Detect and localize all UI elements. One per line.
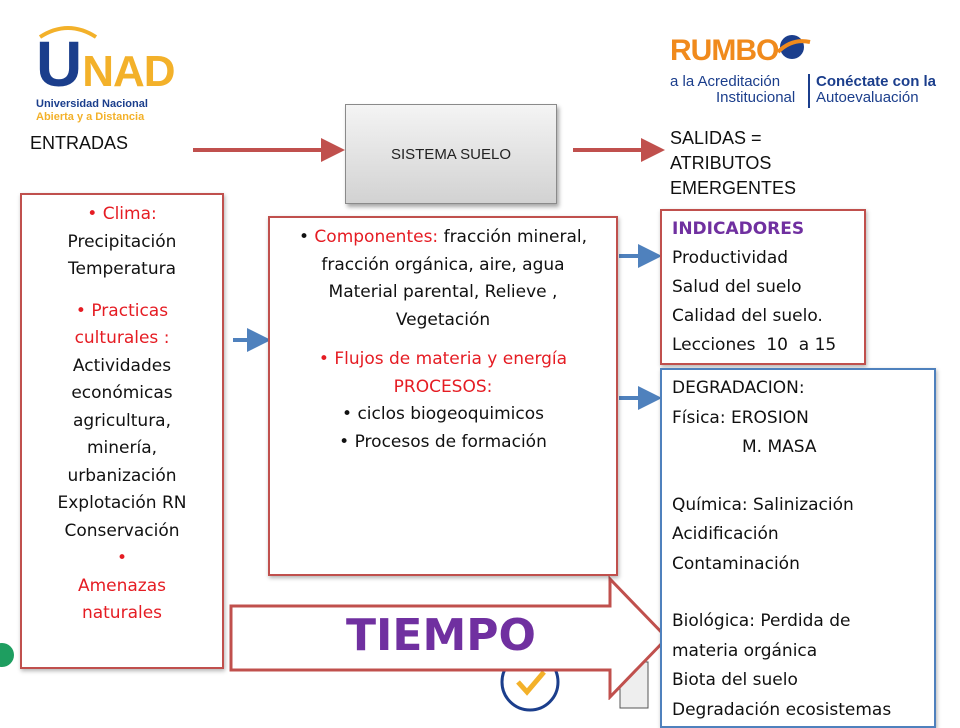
clima-item: Precipitación xyxy=(67,231,177,252)
degradation-quimica-item: Contaminación xyxy=(672,553,800,574)
practicas-item: agricultura, xyxy=(72,410,171,431)
unad-line2: Abierta y a Distancia xyxy=(36,111,145,123)
degradation-biologica-item: Biota del suelo xyxy=(672,670,798,690)
unad-wordmark: UNAD xyxy=(36,28,175,100)
rumbo-line2: Institucional xyxy=(716,89,796,106)
degradation-biologica-item: Degradación ecosistemas xyxy=(672,699,892,720)
amenazas-title: • Amenazas naturales xyxy=(22,545,222,628)
degradation-quimica-item: Acidificación xyxy=(672,524,779,544)
degradation-title: DEGRADACION: xyxy=(672,378,805,398)
procesos-item: • ciclos biogeoquimicos xyxy=(274,401,612,429)
inputs-box xyxy=(20,193,224,669)
sistema-suelo-label: SISTEMA SUELO xyxy=(390,145,512,163)
entradas-label: ENTRADAS xyxy=(30,133,129,153)
practicas-item: Conservación xyxy=(64,520,180,541)
componentes-label: Componentes: xyxy=(314,227,439,247)
degradation-quimica: Química: Salinización xyxy=(672,494,854,515)
system-box xyxy=(268,216,618,576)
tiempo-arrow xyxy=(228,576,670,700)
componentes-text: fracción mineral, fracción orgánica, aire, agua xyxy=(321,227,588,275)
salidas-line1: SALIDAS = xyxy=(670,128,762,148)
practicas-item: minería, xyxy=(86,438,158,458)
rumbo-line1: a la Acreditación xyxy=(670,73,781,90)
unad-line1: Universidad Nacional xyxy=(36,98,148,110)
indicators-box xyxy=(660,209,866,365)
rumbo-wordmark: RUMBO xyxy=(670,34,779,67)
practicas-title: • Practicas culturales : xyxy=(22,298,222,353)
indicators-title: INDICADORES xyxy=(672,219,805,239)
indicator-item: Salud del suelo xyxy=(672,277,802,297)
rumbo-right2: Autoevaluación xyxy=(816,89,919,106)
salidas-line3: EMERGENTES xyxy=(670,178,797,198)
degradation-masa: M. MASA xyxy=(742,437,817,457)
clima-item: Temperatura xyxy=(67,259,177,279)
degradation-biologica: Biológica: Perdida de materia orgánica xyxy=(672,611,851,661)
procesos-item: • Procesos de formación xyxy=(274,429,612,457)
degradation-fisica: Física: EROSION xyxy=(672,407,809,428)
indicator-item: Productividad xyxy=(672,248,789,268)
procesos-title: PROCESOS: xyxy=(393,376,493,397)
practicas-item: Actividades económicas xyxy=(71,355,173,403)
indicator-item: Lecciones 10 a 15 xyxy=(672,335,837,355)
clima-title: • Clima: xyxy=(22,201,222,229)
tiempo-label: TIEMPO xyxy=(346,610,536,661)
practicas-item: Explotación RN xyxy=(57,493,187,513)
flujos-title: • Flujos de materia y energía xyxy=(274,346,612,374)
componentes-text2: Material parental, Relieve , Vegetación xyxy=(328,282,558,330)
indicator-item: Calidad del suelo. xyxy=(672,306,823,326)
practicas-item: urbanización xyxy=(67,465,177,486)
left-edge-icon xyxy=(0,640,16,670)
rumbo-right1: Conéctate con la xyxy=(816,73,937,90)
salidas-line2: ATRIBUTOS xyxy=(670,153,772,173)
degradation-box xyxy=(660,368,936,728)
